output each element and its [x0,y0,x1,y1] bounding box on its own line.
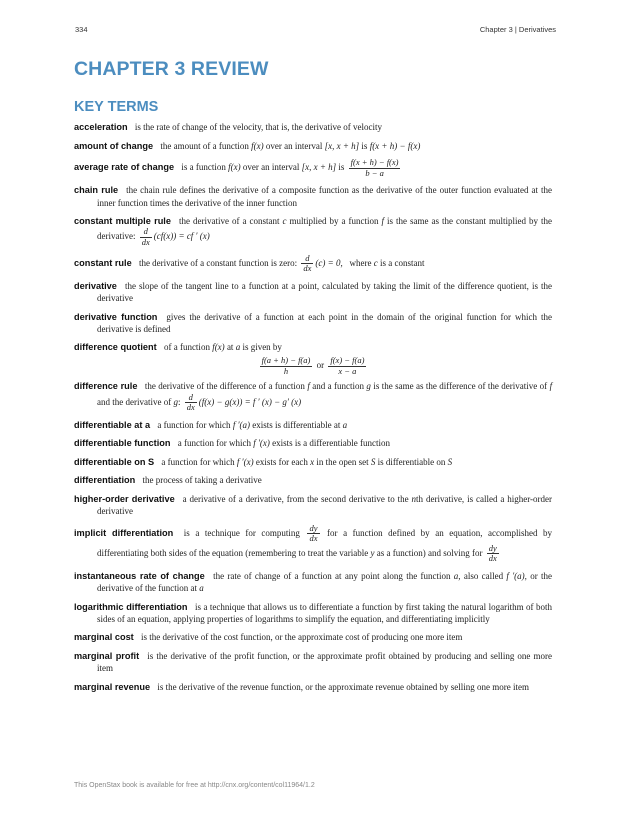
term-definition: the slope of the tangent line to a function at a point, calculated by taking the limit of the difference quotient, is the derivative [97,280,553,303]
term-label: implicit differentiation [74,527,174,538]
term-entry [74,311,552,335]
term-entry [74,158,552,178]
math-expression: f(x) [228,162,241,173]
fraction [307,524,319,544]
term-definition: and a function [312,381,365,392]
math-expression: (f(x) − g(x)) = f ′ (x) − g′ (x) [198,396,302,407]
term-entry [74,419,552,431]
term-definition: a derivative of a derivative, from the second derivative to the [182,493,409,504]
term-definition: at [226,342,234,353]
term-definition: is the rate of change of the velocity, that is, the derivative of velocity [134,122,382,132]
term-label: constant rule [74,257,132,268]
difference-quotient-display [74,356,552,376]
term-entry [74,456,552,468]
math-expression: [x, x + h] [301,162,337,173]
math-expression: g [173,396,178,407]
term-definition: the chain rule defines the derivative of a composite function as the derivative of the outer function evaluated at the inner function times the derivative of the inner function [97,185,552,208]
math-expression: S [370,456,376,467]
term-label: higher-order derivative [74,493,175,504]
term-label: differentiable function [74,438,171,449]
math-expression: f [549,381,553,392]
term-label: difference rule [74,381,138,392]
term-definition: gives the derivative of a function at each point in the domain of the original function for which the derivative is defined [97,311,552,334]
term-definition: the process of taking a derivative [142,475,262,486]
math-expression: f(x + h) − f(x) [369,140,421,151]
term-label: marginal profit [74,650,140,661]
term-label: differentiable on S [74,456,155,467]
fraction-denominator: x − a [338,365,357,376]
term-definition: is a function [181,162,226,173]
math-expression: f [381,216,385,226]
term-definition: is a technique that allows us to differentiate a function by first taking the natural logarithm of both sides of an equation, applying properties of logarithms to simplify the equation, and differentiating implicitly [97,601,553,624]
math-expression: f(x) [212,342,225,353]
fraction-denominator: dx [309,533,318,544]
fraction-denominator: dx [186,402,195,413]
fraction-denominator: h [283,365,289,376]
term-entry [74,474,552,486]
math-expression: y [370,547,375,558]
section-title: KEY TERMS [74,99,159,115]
term-entry [74,631,552,643]
math-expression: [x, x + h] [324,140,360,151]
term-definition: over an interval [242,162,300,173]
fraction [260,356,313,376]
running-title: Chapter 3 | Derivatives [479,25,556,34]
fraction [301,254,313,274]
term-definition: is [338,162,345,173]
fraction-numerator: f(x + h) − f(x) [350,157,399,167]
term-definition: is the derivative of the revenue function, or the approximate revenue obtained by selling one more item [157,681,529,692]
fraction [487,544,499,564]
fraction-numerator: f(x) − f(a) [330,355,365,366]
term-label: logarithmic differentiation [74,601,188,612]
fraction-denominator: b − a [365,167,384,178]
term-label: instantaneous rate of change [74,570,205,581]
term-definition: is a technique for computing [183,527,300,538]
term-definition: derivative, is called a higher-order derivative [97,493,553,517]
fraction-numerator: dy [488,542,497,553]
term-definition: the rate of change of a function at any point along the function [213,570,451,581]
math-expression: S [447,456,453,467]
term-definition: over an interval [265,140,323,151]
term-entry: difference rule the derivative of the difference of a function f and a function g is the same as the difference of the derivative of f and the derivative of g: $\frac{d}{dx}$ (f(x) − g(x)) = f ′ (x) − g′ (x) [74,381,553,413]
term-label: acceleration [74,122,128,132]
term-label: chain rule [74,185,119,196]
term-definition: as a function) and solving for [376,547,483,558]
math-expression: c [282,216,287,226]
math-expression: f ′(x) [253,438,270,449]
math-expression: f ′(x) [236,456,254,467]
math-expression: g [366,381,371,392]
fraction-denominator: dx [303,263,312,273]
term-label: amount of change [74,140,154,151]
term-entry [74,184,552,208]
math-expression: a [235,342,241,353]
fraction-denominator: dx [141,236,150,247]
fraction [328,356,366,376]
term-entry [74,341,552,353]
math-expression: (cf(x)) = cf ′ (x) [153,231,210,242]
term-definition: for a function defined by an equation, accomplished by differentiating both sides of the equation (remembering to treat the variable [97,527,553,558]
footer-note: This OpenStax book is available for free at http://cnx.org/content/col11964/1.2 [74,782,315,789]
term-definition: the derivative of the difference of a function [144,381,305,392]
math-expression: f ′(a), [506,570,527,581]
or-connector: or [316,360,325,371]
term-definition: a function for which [157,419,231,430]
term-entry [74,650,552,674]
term-definition: the derivative of a constant function is zero: [138,257,298,268]
term-definition: the derivative of a constant [178,216,280,226]
term-entry [74,280,552,304]
key-terms-list [74,121,552,699]
chapter-title: CHAPTER 3 REVIEW [74,58,269,80]
term-definition: is a constant [379,257,425,268]
term-definition: multiplied by a function [289,216,379,226]
term-entry [74,524,552,564]
term-definition: exists is a differentiable function [272,438,390,449]
fraction-numerator: d [140,227,152,238]
term-label: derivative function [74,311,158,322]
term-label: difference quotient [74,342,157,353]
math-expression: (c) = 0, [315,257,343,268]
fraction-denominator: dx [488,553,497,564]
term-definition: of a function [163,342,210,353]
term-definition: exists is differentiable at [252,419,341,430]
term-label: marginal cost [74,632,134,643]
math-expression: c [373,257,378,268]
page-number: 334 [75,25,88,34]
ordinal-suffix: th [416,493,424,504]
term-entry [74,254,552,274]
term-definition: the amount of a function [160,140,249,151]
term-definition: is the same as the constant multiplied by the derivative: [97,216,553,242]
math-expression: a, [453,570,461,581]
term-definition: is the same as the difference of the derivative of [373,381,548,392]
math-expression: n [411,493,417,504]
fraction-numerator: d [301,254,313,265]
term-entry [74,215,552,247]
term-definition: is the derivative of the cost function, or the approximate cost of producing one more item [141,632,463,643]
term-label: differentiation [74,475,136,486]
math-expression: x [310,456,315,467]
term-definition: is given by [242,342,282,353]
term-definition: and the derivative of [97,396,172,407]
term-entry [74,681,552,693]
term-label: constant multiple rule [74,216,171,226]
term-entry [74,121,552,133]
term-definition: is the derivative of the profit function, or the approximate profit obtained by producing and selling one more item [97,650,552,674]
term-definition: also called [463,570,504,581]
math-expression: f ′(a) [232,419,251,430]
math-expression: f(x) [251,140,264,151]
math-expression: a [342,419,348,430]
term-label: average rate of change [74,162,175,173]
math-expression: a [199,583,204,594]
term-entry [74,570,552,594]
term-label: marginal revenue [74,681,151,692]
term-definition: is [361,140,368,151]
math-expression: f [307,381,310,392]
fraction [349,158,401,178]
term-entry [74,601,552,625]
term-label: differentiable at a [74,419,151,430]
term-definition: a function for which [177,438,251,449]
fraction [185,393,197,413]
fraction-numerator: dy [309,522,318,533]
fraction-numerator: f(a + h) − f(a) [261,355,311,366]
term-definition: in the open set [316,456,369,467]
term-entry [74,140,552,152]
fraction [140,227,152,247]
fraction-numerator: d [185,393,197,404]
term-entry [74,437,552,449]
term-label: derivative [74,280,117,291]
term-definition: a function for which [161,456,235,467]
term-definition: exists for each [255,456,308,467]
term-definition: is differentiable on [377,456,446,467]
term-definition: where [349,257,372,268]
term-definition: or the derivative of the function at [97,570,553,594]
term-entry [74,493,552,517]
